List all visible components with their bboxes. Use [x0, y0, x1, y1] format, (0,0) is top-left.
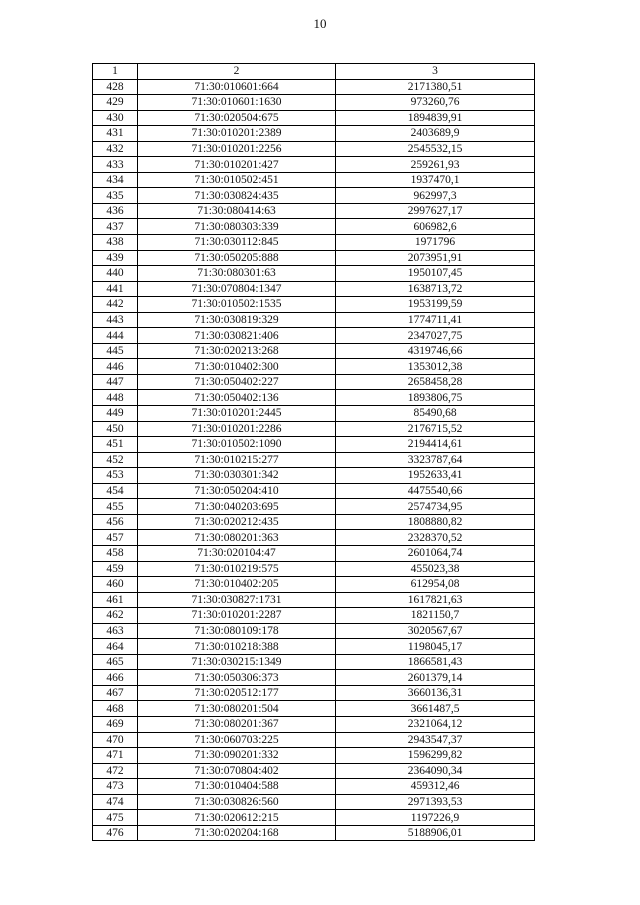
row-number-cell: 466 [93, 670, 138, 686]
cadastral-number-cell: 71:30:010201:2287 [138, 608, 336, 624]
row-number-cell: 451 [93, 437, 138, 453]
cadastral-number-cell: 71:30:050204:410 [138, 483, 336, 499]
table-row [93, 359, 535, 375]
row-number-cell: 445 [93, 343, 138, 359]
table-row [93, 328, 535, 344]
value-cell: 973260,76 [336, 95, 535, 111]
value-cell: 1894839,91 [336, 110, 535, 126]
cadastral-number-cell: 71:30:050402:227 [138, 374, 336, 390]
cadastral-number-cell: 71:30:020104:47 [138, 545, 336, 561]
table-row [93, 266, 535, 282]
row-number-cell: 435 [93, 188, 138, 204]
table-row [93, 250, 535, 266]
value-cell: 2176715,52 [336, 421, 535, 437]
row-number-cell: 464 [93, 639, 138, 655]
row-number-cell: 438 [93, 235, 138, 251]
cadastral-number-cell: 71:30:010201:2445 [138, 406, 336, 422]
value-cell: 1952633,41 [336, 468, 535, 484]
value-cell: 85490,68 [336, 406, 535, 422]
table-body [93, 79, 535, 841]
cadastral-number-cell: 71:30:080109:178 [138, 623, 336, 639]
cadastral-number-cell: 71:30:010601:664 [138, 79, 336, 95]
row-number-cell: 431 [93, 126, 138, 142]
row-number-cell: 442 [93, 297, 138, 313]
table-row [93, 172, 535, 188]
table-row [93, 203, 535, 219]
row-number-cell: 460 [93, 577, 138, 593]
value-cell: 2403689,9 [336, 126, 535, 142]
row-number-cell: 446 [93, 359, 138, 375]
row-number-cell: 437 [93, 219, 138, 235]
cadastral-number-cell: 71:30:030112:845 [138, 235, 336, 251]
row-number-cell: 461 [93, 592, 138, 608]
cadastral-number-cell: 71:30:030827:1731 [138, 592, 336, 608]
cadastral-number-cell: 71:30:050402:136 [138, 390, 336, 406]
row-number-cell: 459 [93, 561, 138, 577]
cadastral-number-cell: 71:30:050205:888 [138, 250, 336, 266]
cadastral-number-cell: 71:30:010402:300 [138, 359, 336, 375]
value-cell: 3660136,31 [336, 685, 535, 701]
value-cell: 2658458,28 [336, 374, 535, 390]
table-row [93, 779, 535, 795]
value-cell: 1937470,1 [336, 172, 535, 188]
table-row [93, 235, 535, 251]
value-cell: 455023,38 [336, 561, 535, 577]
table-row [93, 763, 535, 779]
cadastral-number-cell: 71:30:080301:63 [138, 266, 336, 282]
value-cell: 3661487,5 [336, 701, 535, 717]
value-cell: 3323787,64 [336, 452, 535, 468]
row-number-cell: 440 [93, 266, 138, 282]
row-number-cell: 472 [93, 763, 138, 779]
table-row [93, 281, 535, 297]
table-row [93, 406, 535, 422]
row-number-cell: 436 [93, 203, 138, 219]
cadastral-number-cell: 71:30:010218:388 [138, 639, 336, 655]
cadastral-number-cell: 71:30:080414:63 [138, 203, 336, 219]
cadastral-number-cell: 71:30:080201:504 [138, 701, 336, 717]
value-cell: 1596299,82 [336, 748, 535, 764]
table-row [93, 716, 535, 732]
column-header-2: 2 [138, 64, 336, 80]
cadastral-number-cell: 71:30:030821:406 [138, 328, 336, 344]
column-header-3: 3 [336, 64, 535, 80]
cadastral-number-cell: 71:30:030824:435 [138, 188, 336, 204]
table-row [93, 219, 535, 235]
value-cell: 2328370,52 [336, 530, 535, 546]
value-cell: 1617821,63 [336, 592, 535, 608]
value-cell: 4475540,66 [336, 483, 535, 499]
value-cell: 1638713,72 [336, 281, 535, 297]
table-row [93, 623, 535, 639]
value-cell: 459312,46 [336, 779, 535, 795]
row-number-cell: 469 [93, 716, 138, 732]
table-row [93, 390, 535, 406]
cadastral-number-cell: 71:30:010201:2389 [138, 126, 336, 142]
value-cell: 1774711,41 [336, 312, 535, 328]
table-row [93, 421, 535, 437]
page-number: 10 [313, 16, 327, 31]
value-cell: 2997627,17 [336, 203, 535, 219]
table-row [93, 685, 535, 701]
table-row [93, 141, 535, 157]
cadastral-number-cell: 71:30:080303:339 [138, 219, 336, 235]
table-row [93, 545, 535, 561]
row-number-cell: 473 [93, 779, 138, 795]
table-row [93, 670, 535, 686]
cadastral-number-cell: 71:30:010201:427 [138, 157, 336, 173]
row-number-cell: 458 [93, 545, 138, 561]
value-cell: 2364090,34 [336, 763, 535, 779]
value-cell: 1866581,43 [336, 654, 535, 670]
table-row [93, 608, 535, 624]
table-row [93, 374, 535, 390]
table-row [93, 639, 535, 655]
value-cell: 2347027,75 [336, 328, 535, 344]
row-number-cell: 454 [93, 483, 138, 499]
table-row [93, 110, 535, 126]
cadastral-number-cell: 71:30:030301:342 [138, 468, 336, 484]
table-row [93, 825, 535, 841]
row-number-cell: 448 [93, 390, 138, 406]
value-cell: 2601379,14 [336, 670, 535, 686]
value-cell: 1353012,38 [336, 359, 535, 375]
table-row [93, 530, 535, 546]
row-number-cell: 452 [93, 452, 138, 468]
value-cell: 606982,6 [336, 219, 535, 235]
table-row [93, 561, 535, 577]
row-number-cell: 462 [93, 608, 138, 624]
row-number-cell: 463 [93, 623, 138, 639]
cadastral-number-cell: 71:30:030215:1349 [138, 654, 336, 670]
cadastral-number-cell: 71:30:010502:451 [138, 172, 336, 188]
value-cell: 1198045,17 [336, 639, 535, 655]
cadastral-number-cell: 71:30:020213:268 [138, 343, 336, 359]
value-cell: 2971393,53 [336, 794, 535, 810]
table-row [93, 79, 535, 95]
header-row [93, 64, 535, 80]
table-row [93, 701, 535, 717]
table-row [93, 499, 535, 515]
cadastral-number-cell: 71:30:090201:332 [138, 748, 336, 764]
cadastral-number-cell: 71:30:010215:277 [138, 452, 336, 468]
table-header [93, 64, 535, 80]
row-number-cell: 433 [93, 157, 138, 173]
cadastral-number-cell: 71:30:010402:205 [138, 577, 336, 593]
row-number-cell: 475 [93, 810, 138, 826]
row-number-cell: 474 [93, 794, 138, 810]
table-row [93, 514, 535, 530]
cadastral-number-cell: 71:30:010219:575 [138, 561, 336, 577]
value-cell: 1953199,59 [336, 297, 535, 313]
row-number-cell: 449 [93, 406, 138, 422]
row-number-cell: 444 [93, 328, 138, 344]
row-number-cell: 453 [93, 468, 138, 484]
cadastral-number-cell: 71:30:070804:1347 [138, 281, 336, 297]
value-cell: 1893806,75 [336, 390, 535, 406]
table-row [93, 95, 535, 111]
table-row [93, 157, 535, 173]
table-row [93, 794, 535, 810]
row-number-cell: 476 [93, 825, 138, 841]
cadastral-number-cell: 71:30:070804:402 [138, 763, 336, 779]
row-number-cell: 439 [93, 250, 138, 266]
row-number-cell: 455 [93, 499, 138, 515]
row-number-cell: 470 [93, 732, 138, 748]
table-row [93, 654, 535, 670]
value-cell: 962997,3 [336, 188, 535, 204]
value-cell: 2943547,37 [336, 732, 535, 748]
row-number-cell: 443 [93, 312, 138, 328]
table-row [93, 577, 535, 593]
cadastral-number-cell: 71:30:010404:588 [138, 779, 336, 795]
table-row [93, 343, 535, 359]
cadastral-number-cell: 71:30:040203:695 [138, 499, 336, 515]
value-cell: 1821150,7 [336, 608, 535, 624]
table-row [93, 452, 535, 468]
cadastral-number-cell: 71:30:020504:675 [138, 110, 336, 126]
row-number-cell: 434 [93, 172, 138, 188]
table-row [93, 483, 535, 499]
table-row [93, 126, 535, 142]
cadastral-number-cell: 71:30:020212:435 [138, 514, 336, 530]
value-cell: 1808880,82 [336, 514, 535, 530]
cadastral-number-cell: 71:30:010601:1630 [138, 95, 336, 111]
cadastral-number-cell: 71:30:010502:1090 [138, 437, 336, 453]
value-cell: 259261,93 [336, 157, 535, 173]
cadastral-number-cell: 71:30:030826:560 [138, 794, 336, 810]
cadastral-number-cell: 71:30:080201:363 [138, 530, 336, 546]
row-number-cell: 471 [93, 748, 138, 764]
table-row [93, 188, 535, 204]
value-cell: 2574734,95 [336, 499, 535, 515]
cadastral-number-cell: 71:30:010201:2256 [138, 141, 336, 157]
cadastral-number-cell: 71:30:060703:225 [138, 732, 336, 748]
cadastral-number-cell: 71:30:010502:1535 [138, 297, 336, 313]
value-cell: 1197226,9 [336, 810, 535, 826]
row-number-cell: 465 [93, 654, 138, 670]
value-cell: 1971796 [336, 235, 535, 251]
table-row [93, 312, 535, 328]
row-number-cell: 447 [93, 374, 138, 390]
value-cell: 2194414,61 [336, 437, 535, 453]
row-number-cell: 432 [93, 141, 138, 157]
table-row [93, 437, 535, 453]
value-cell: 2171380,51 [336, 79, 535, 95]
row-number-cell: 468 [93, 701, 138, 717]
cadastral-number-cell: 71:30:020612:215 [138, 810, 336, 826]
table-row [93, 748, 535, 764]
value-cell: 2073951,91 [336, 250, 535, 266]
value-cell: 2545532,15 [336, 141, 535, 157]
data-table [92, 63, 535, 841]
row-number-cell: 441 [93, 281, 138, 297]
row-number-cell: 467 [93, 685, 138, 701]
column-header-1: 1 [93, 64, 138, 80]
cadastral-number-cell: 71:30:020204:168 [138, 825, 336, 841]
cadastral-number-cell: 71:30:050306:373 [138, 670, 336, 686]
cadastral-number-cell: 71:30:010201:2286 [138, 421, 336, 437]
cadastral-number-cell: 71:30:020512:177 [138, 685, 336, 701]
value-cell: 1950107,45 [336, 266, 535, 282]
table-row [93, 592, 535, 608]
row-number-cell: 428 [93, 79, 138, 95]
table-row [93, 468, 535, 484]
value-cell: 4319746,66 [336, 343, 535, 359]
row-number-cell: 456 [93, 514, 138, 530]
row-number-cell: 457 [93, 530, 138, 546]
table-row [93, 732, 535, 748]
value-cell: 3020567,67 [336, 623, 535, 639]
value-cell: 612954,08 [336, 577, 535, 593]
cadastral-number-cell: 71:30:030819:329 [138, 312, 336, 328]
value-cell: 5188906,01 [336, 825, 535, 841]
row-number-cell: 430 [93, 110, 138, 126]
row-number-cell: 450 [93, 421, 138, 437]
row-number-cell: 429 [93, 95, 138, 111]
value-cell: 2321064,12 [336, 716, 535, 732]
cadastral-number-cell: 71:30:080201:367 [138, 716, 336, 732]
value-cell: 2601064,74 [336, 545, 535, 561]
table-row [93, 297, 535, 313]
table-row [93, 810, 535, 826]
